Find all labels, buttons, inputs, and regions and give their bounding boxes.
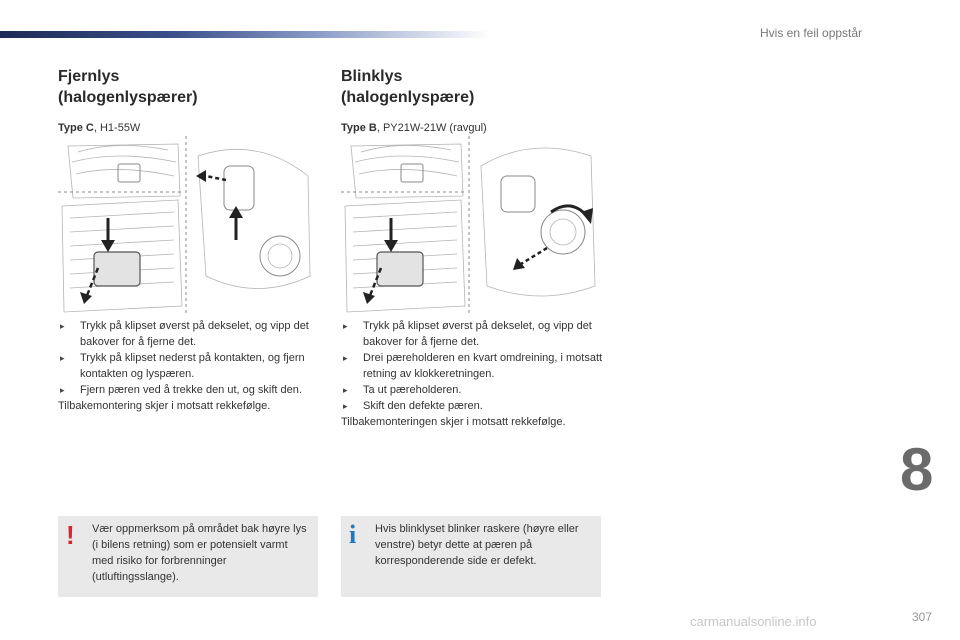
title-line-2: (halogenlyspære) (341, 89, 475, 106)
indicator-steps (341, 318, 607, 430)
refit-note: Tilbakemontering skjer i motsatt rekkefølge. (58, 400, 271, 412)
step-item: ▸ Trykk på klipset nederst på kontakten, og fjern kontakten og lyspæren. (58, 350, 324, 382)
section-title (341, 66, 603, 108)
chapter-title: Hvis en feil oppstår (760, 26, 863, 40)
warning-exclamation-icon: ! (66, 520, 75, 550)
bulb-type-label: Type C (58, 122, 94, 134)
step-item: ▸ Ta ut pæreholderen. (341, 382, 607, 398)
section-indicator (341, 66, 603, 134)
chapter-number: 8 (900, 436, 934, 503)
info-note-text: Hvis blinklyset blinker raskere (høyre eller venstre) betyr dette at pæren på korresponderende side er defekt. (375, 523, 579, 567)
header-color-bar (0, 31, 490, 38)
section-title (58, 66, 320, 108)
bulb-type (341, 122, 603, 134)
info-icon: i (349, 520, 357, 549)
page-number: 307 (912, 610, 933, 624)
bulb-type-value: , PY21W-21W (ravgul) (376, 122, 487, 134)
warning-note-text: Vær oppmerksom på området bak høyre lys (i bilens retning) som er potensielt varmt med risiko for forbrenninger (utluftingsslange). (92, 523, 307, 583)
step-item: ▸ Fjern pæren ved å trekke den ut, og skift den. (58, 382, 324, 398)
title-line-1: Fjernlys (58, 68, 120, 85)
bulb-type (58, 122, 320, 134)
high-beam-illustration (58, 136, 320, 314)
watermark: carmanualsonline.info (690, 614, 817, 629)
bulb-type-value: , H1-55W (93, 122, 141, 134)
section-high-beam (58, 66, 320, 134)
title-line-1: Blinklys (341, 68, 403, 85)
step-item: ▸ Drei pæreholderen en kvart omdreining, i motsatt retning av klokkeretningen. (341, 350, 607, 382)
indicator-illustration (341, 136, 603, 314)
step-item: ▸ Trykk på klipset øverst på dekselet, og vipp det bakover for å fjerne det. (58, 318, 324, 350)
title-line-2: (halogenlyspærer) (58, 89, 198, 106)
step-item: ▸ Skift den defekte pæren. (341, 398, 607, 414)
refit-note: Tilbakemonteringen skjer i motsatt rekkefølge. (341, 416, 566, 428)
info-note (341, 516, 601, 597)
high-beam-steps (58, 318, 324, 414)
step-item: ▸ Trykk på klipset øverst på dekselet, og vipp det bakover for å fjerne det. (341, 318, 607, 350)
warning-note (58, 516, 318, 597)
bulb-type-label: Type B (341, 122, 377, 134)
